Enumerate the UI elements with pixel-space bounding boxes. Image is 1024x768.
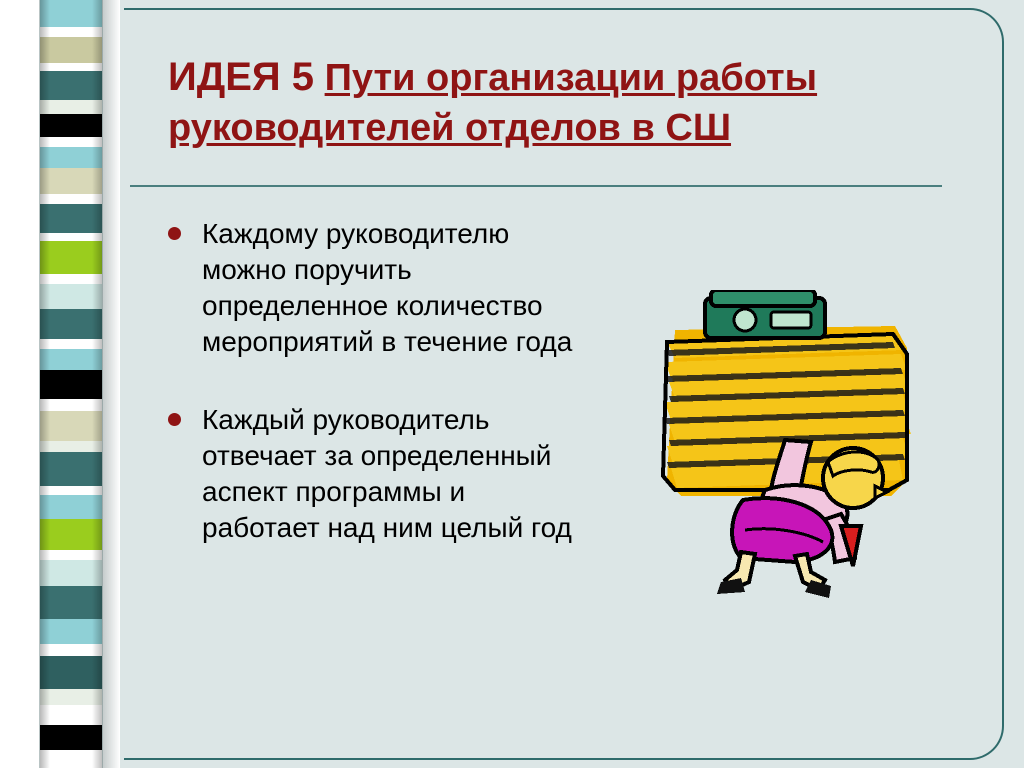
- ribbon-band-20: [40, 399, 102, 411]
- ribbon-band-12: [40, 233, 102, 241]
- ribbon-band-31: [40, 644, 102, 656]
- ribbon-band-8: [40, 147, 102, 169]
- ribbon-band-22: [40, 441, 102, 453]
- ribbon-band-9: [40, 168, 102, 193]
- title-lead: ИДЕЯ 5: [168, 55, 315, 99]
- ribbon-band-5: [40, 100, 102, 114]
- bullet-text: Каждый руководитель отвечает за определенный аспект программы и работает над ним целый год: [202, 404, 572, 543]
- list-item: [168, 402, 608, 546]
- ribbon-band-11: [40, 204, 102, 233]
- ribbon-band-30: [40, 619, 102, 644]
- ribbon-band-26: [40, 519, 102, 550]
- bullet-dot-icon: [168, 413, 181, 426]
- ribbon-band-36: [40, 750, 102, 768]
- ribbon-band-23: [40, 452, 102, 485]
- slide-title: [168, 52, 968, 153]
- title-divider: [130, 185, 942, 187]
- ribbon-band-13: [40, 241, 102, 274]
- ribbon-band-24: [40, 486, 102, 496]
- ribbon-band-2: [40, 37, 102, 62]
- ribbon-band-19: [40, 370, 102, 399]
- decorative-ribbon: [0, 0, 120, 768]
- ribbon-band-32: [40, 656, 102, 689]
- ribbon-band-14: [40, 274, 102, 284]
- ribbon-band-10: [40, 194, 102, 204]
- ribbon-band-29: [40, 586, 102, 619]
- telephone-icon: [705, 290, 825, 338]
- ribbon-band-4: [40, 71, 102, 100]
- ribbon-band-15: [40, 284, 102, 309]
- bullet-dot-icon: [168, 227, 181, 240]
- title-rest: Пути организации работы руководителей отделов в СШ: [168, 57, 818, 149]
- ribbon-band-35: [40, 725, 102, 750]
- ribbon-color-bands: [40, 0, 102, 768]
- bullet-text: Каждому руководителю можно поручить определенное количество мероприятий в течение года: [202, 218, 573, 357]
- ribbon-band-33: [40, 689, 102, 705]
- ribbon-band-25: [40, 495, 102, 519]
- list-item: [168, 216, 608, 360]
- ribbon-band-21: [40, 411, 102, 440]
- ribbon-band-27: [40, 550, 102, 560]
- ribbon-band-1: [40, 27, 102, 37]
- bullet-list: [168, 216, 608, 588]
- ribbon-band-0: [40, 0, 102, 27]
- ribbon-band-28: [40, 560, 102, 585]
- ribbon-band-18: [40, 349, 102, 371]
- ribbon-band-7: [40, 137, 102, 147]
- ribbon-band-17: [40, 339, 102, 349]
- ribbon-band-3: [40, 63, 102, 71]
- ribbon-band-34: [40, 705, 102, 725]
- clipart-illustration: [645, 290, 975, 610]
- ribbon-band-16: [40, 309, 102, 338]
- ribbon-band-6: [40, 114, 102, 138]
